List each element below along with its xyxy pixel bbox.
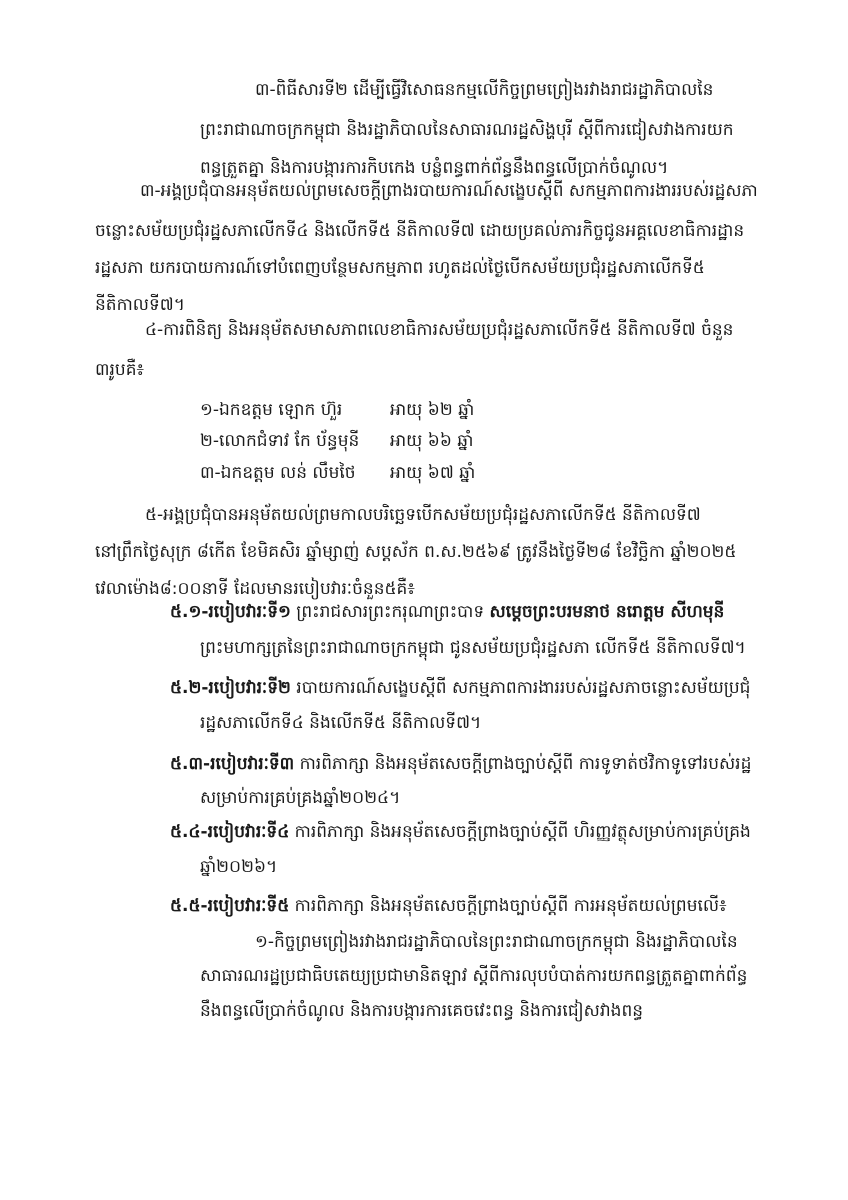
report-line-1: ៣-អង្គប្រជុំបានអនុម័តយល់ព្រមសេចក្តីព្រាងរបាយការណ៍សង្ខេបស្តីពី សកម្មភាពការងាររបស់រដ្ឋសភា bbox=[140, 181, 758, 201]
agreement-line-1: ១-កិច្ចព្រមព្រៀងរវាងរាជរដ្ឋាភិបាលនៃព្រះរាជាណាចក្រកម្ពុជា និងរដ្ឋាភិបាលនៃ bbox=[255, 932, 738, 952]
member-age: អាយុ ៦២ ឆ្នាំ bbox=[390, 400, 475, 420]
agenda-label: ៥.៤-របៀបវារៈទី៤ bbox=[170, 822, 290, 842]
member-age: អាយុ ៦៦ ឆ្នាំ bbox=[390, 431, 474, 451]
agenda-item-1-line-2: ព្រះមហាក្សត្រនៃព្រះរាជាណាចក្រកម្ពុជា ជូនសម័យប្រជុំរដ្ឋសភា លើកទី៥ នីតិកាលទី៧។ bbox=[200, 638, 746, 658]
member-name: ៣-ឯកឧត្តម លន់ លឹមថៃ bbox=[200, 463, 356, 483]
agreement-line-3: នឹងពន្ធលើប្រាក់ចំណូល និងការបង្ការការគេចវេះពន្ធ និងការជៀសវាងពន្ធ bbox=[200, 1001, 644, 1021]
agenda-text: ការពិភាក្សា និងអនុម័តសេចក្តីព្រាងច្បាប់ស្តីពី ហិរញ្ញវត្ថុសម្រាប់ការគ្រប់គ្រង bbox=[289, 822, 751, 842]
opening-line-3: វេលាម៉ោង៨:០០នាទី ដែលមានរបៀបវារៈចំនួន៥គឺ៖ bbox=[95, 579, 415, 599]
report-line-3: រដ្ឋសភា យករបាយការណ៍ទៅបំពេញបន្ថែមសកម្មភាព រហូតដល់ថ្ងៃបើកសម័យប្រជុំរដ្ឋសភាលើកទី៥ bbox=[95, 258, 705, 278]
opening-line-2: នៅព្រឹកថ្ងៃសុក្រ ៨កើត ខែមិគសិរ ឆ្នាំម្សាញ់ សប្តស័ក ព.ស.២៥៦៩ ត្រូវនឹងថ្ងៃទី២៨ ខែវិច្ឆិកា ឆ្នាំ២០២៥ bbox=[95, 542, 737, 562]
agenda-item-4 bbox=[170, 817, 820, 847]
member-name: ១-ឯកឧត្តម ឡោក ហ៊ួរ bbox=[200, 400, 343, 420]
agenda-label: ៥.៣-របៀបវារៈទី៣ bbox=[170, 754, 295, 774]
agenda-item-4-line-2: ឆ្នាំ២០២៦។ bbox=[200, 857, 278, 877]
secretariat-line-2: ៣រូបគឺ៖ bbox=[95, 360, 144, 380]
agenda-item-3-line-2: សម្រាប់ការគ្រប់គ្រងឆ្នាំ២០២៤។ bbox=[200, 788, 401, 808]
protocol-line-1: ៣-ពិធីសារទី២ ដើម្បីធ្វើវិសោធនកម្មលើកិច្ចព្រមព្រៀងរវាងរាជរដ្ឋាភិបាលនៃ bbox=[255, 80, 714, 100]
agenda-item-3 bbox=[170, 749, 820, 779]
agenda-item-2-line-2: រដ្ឋសភាលើកទី៤ និងលើកទី៥ នីតិកាលទី៧។ bbox=[200, 713, 482, 733]
agenda-text: ការពិភាក្សា និងអនុម័តសេចក្តីព្រាងច្បាប់ស្តីពី ការអនុម័តយល់ព្រមលើ៖ bbox=[289, 896, 727, 916]
report-line-4: នីតិកាលទី៧។ bbox=[95, 295, 185, 315]
agenda-text: របាយការណ៍សង្ខេបស្តីពី សកម្មភាពការងាររបស់រដ្ឋសភាចន្លោះសម័យប្រជុំ bbox=[290, 678, 751, 698]
member-name: ២-លោកជំទាវ កែ ប័ន្ធមុនី bbox=[200, 431, 360, 451]
agenda-label: ៥.៥-របៀបវារៈទី៥ bbox=[170, 896, 290, 916]
king-name: សម្តេចព្រះបរមនាថ នរោត្តម សីហមុនី bbox=[489, 602, 725, 622]
protocol-line-3: ពន្ធត្រួតគ្នា និងការបង្ការការកិបកេង បន្លំពន្ធពាក់ព័ន្ធនឹងពន្ធលើប្រាក់ចំណូល។ bbox=[200, 158, 669, 178]
member-age: អាយុ ៦៧ ឆ្នាំ bbox=[390, 463, 476, 483]
agreement-line-2: សាធារណរដ្ឋប្រជាធិបតេយ្យប្រជាមានិតឡាវ ស្តីពីការលុបបំបាត់ការយកពន្ធត្រួតគ្នាពាក់ព័ន្ធ bbox=[200, 966, 748, 986]
agenda-text: ព្រះរាជសារព្រះករុណាព្រះបាទ bbox=[290, 602, 490, 622]
opening-line-1: ៥-អង្គប្រជុំបានអនុម័តយល់ព្រមកាលបរិច្ឆេទបើកសម័យប្រជុំរដ្ឋសភាលើកទី៥ នីតិកាលទី៧ bbox=[145, 505, 701, 525]
agenda-label: ៥.២-របៀបវារៈទី២ bbox=[170, 678, 291, 698]
agenda-item-1 bbox=[170, 597, 820, 627]
agenda-item-5 bbox=[170, 891, 820, 921]
protocol-line-2: ព្រះរាជាណាចក្រកម្ពុជា និងរដ្ឋាភិបាលនៃសាធារណរដ្ឋសិង្ហបុរី ស្តីពីការជៀសវាងការយក bbox=[200, 120, 734, 140]
agenda-label: ៥.១-របៀបវារៈទី១ bbox=[170, 602, 291, 622]
agenda-text: ការពិភាក្សា និងអនុម័តសេចក្តីព្រាងច្បាប់ស្តីពី ការទូទាត់ថវិកាទូទៅរបស់រដ្ឋ bbox=[294, 754, 752, 774]
secretariat-line-1: ៤-ការពិនិត្យ និងអនុម័តសមាសភាពលេខាធិការសម័យប្រជុំរដ្ឋសភាលើកទី៥ នីតិកាលទី៧ ចំនួន bbox=[145, 320, 734, 340]
report-line-2: ចន្លោះសម័យប្រជុំរដ្ឋសភាលើកទី៤ និងលើកទី៥ នីតិកាលទី៧ ដោយប្រគល់ភារកិច្ចជូនអគ្គលេខាធិការដ្ឋាន bbox=[95, 221, 745, 241]
agenda-item-2 bbox=[170, 673, 820, 703]
